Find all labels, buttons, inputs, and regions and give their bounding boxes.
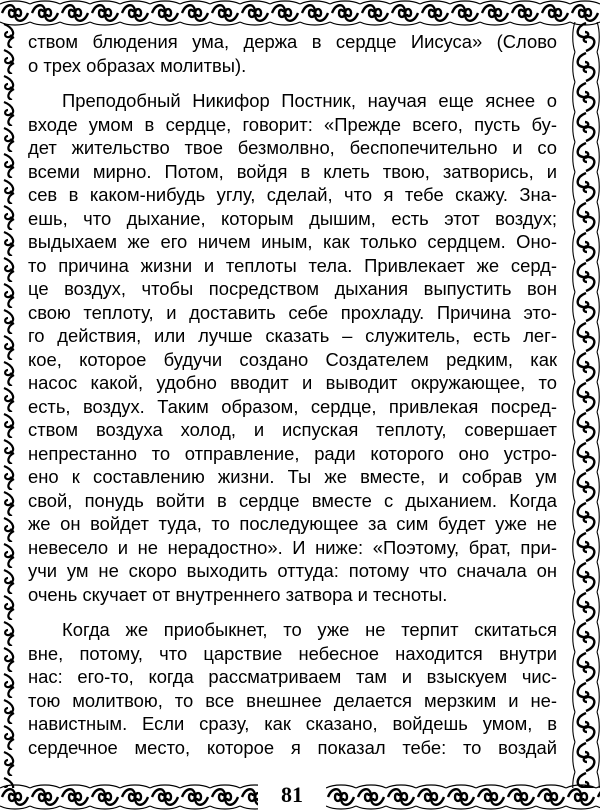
- text-line: го действия, или лучше сказать – служитель, есть лег-: [28, 325, 557, 346]
- text-line: ством блюдения ума, держа в сердце Иисуса» (Слово: [28, 31, 557, 52]
- text-line: насос какой, удобно вводит и выводит окружающее, то: [28, 372, 557, 393]
- text-line: непрестанно то отправление, ради которого оно устро-: [28, 442, 557, 464]
- ornamental-border-right: [572, 22, 600, 788]
- text-line: есть, воздух. Таким образом, сердце, привлекая посред-: [28, 395, 557, 417]
- text-line: входе умом в сердце, говорит: «Прежде всего, пусть бу-: [28, 113, 557, 135]
- text-line: о трех образах молитвы).: [28, 54, 247, 76]
- text-line: невесело и не нерадостно». И ниже: «Поэтому, брат, при-: [28, 536, 557, 558]
- text-line: нас: его-то, когда рассматриваем там и взыскуем чис-: [28, 666, 557, 687]
- ornamental-border-left: [0, 22, 22, 788]
- text-line: свой, понудь войти в сердце вместе с дыханием. Когда: [28, 489, 557, 511]
- paragraph-gap: [28, 606, 557, 618]
- ornamental-border-top: [0, 0, 600, 26]
- page-number: 81: [281, 782, 303, 807]
- text-line: ешь, что дыхание, которым дышим, есть этот воздух;: [28, 207, 557, 229]
- text-line: ено к составлению жизни. Ты же вместе, и собрав ум: [28, 466, 557, 487]
- text-line: вне, потому, что царствие небесное находится внутри: [28, 642, 557, 664]
- text-line: ством воздуха холод, и испуская теплоту, совершает: [28, 419, 557, 440]
- text-line: сев в каком-нибудь углу, сделай, что я тебе скажу. Зна-: [28, 184, 557, 205]
- text-line: кое, которое будучи создано Создателем редким, как: [28, 348, 557, 370]
- text-line: це воздух, чтобы посредством дыхания выпустить вон: [28, 278, 557, 299]
- text-line: Когда же приобыкнет, то уже не терпит скитаться: [62, 619, 557, 640]
- text-line: то причина жизни и теплоты тела. Привлекает же серд-: [28, 254, 557, 276]
- text-line: очень скучает от внутреннего затвора и тесноты.: [28, 583, 448, 605]
- paragraph-gap: [28, 77, 557, 89]
- text-line: дет жительство твое безмолвно, беспопечительно и со: [28, 137, 557, 158]
- text-line: сердечное место, которое я показал тебе: то воздай: [28, 736, 557, 758]
- text-line: навистным. Если сразу, как сказано, войдешь умом, в: [28, 713, 557, 734]
- text-line: всеми мирно. Потом, войдя в клеть твою, затворись, и: [28, 160, 557, 182]
- text-line: учи ум не скоро выходить оттуда: потому что сначала он: [28, 560, 557, 581]
- ornamental-border-bottom-right: [326, 784, 600, 810]
- text-line: тою молитвою, то все внешнее делается мерзким и не-: [28, 689, 557, 711]
- text-line: же он войдет туда, то последующее за сим будет уже не: [28, 513, 557, 534]
- ornamental-border-bottom-left: [0, 784, 258, 810]
- text-line: выдыхаем же его ничем иным, как только сердцем. Оно-: [28, 231, 557, 252]
- body-text: [28, 30, 557, 759]
- text-line: Преподобный Никифор Постник, научая еще яснее о: [62, 90, 557, 111]
- text-line: свою теплоту, и доставить себе прохладу. Причина это-: [28, 301, 557, 323]
